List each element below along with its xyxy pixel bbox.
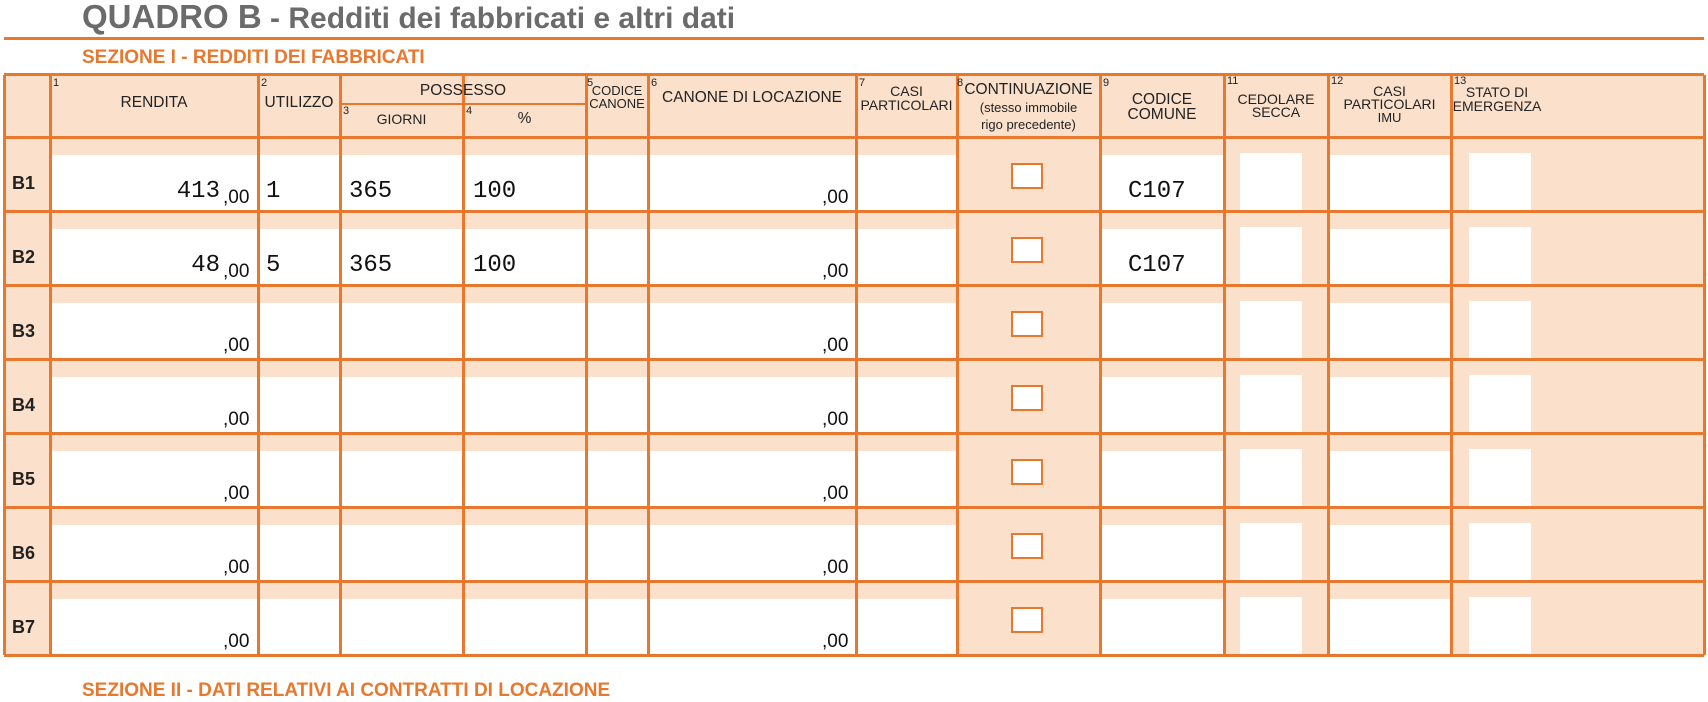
row-strip [1328, 137, 1451, 155]
possesso-subheader-line [339, 103, 586, 105]
header-cedolare-secca: CEDOLARE [1237, 91, 1315, 107]
column-divider [1223, 75, 1226, 655]
continuazione-checkbox[interactable] [1011, 163, 1043, 189]
header-percent: % [517, 110, 532, 127]
row-strip [50, 285, 956, 303]
emergenza-field[interactable] [1469, 523, 1531, 581]
header-canone-locazione: CANONE DI LOCAZIONE [662, 89, 842, 106]
header-continuazione-3: rigo precedente) [981, 117, 1076, 132]
column-divider [585, 75, 588, 655]
rendita-decimals: ,00 [223, 631, 250, 652]
row-label: B3 [12, 321, 36, 341]
column-number: 8 [957, 77, 964, 89]
row-strip [50, 359, 956, 377]
header-casi-imu-2: PARTICOLARI [1343, 96, 1436, 112]
cedolare-field[interactable] [1240, 597, 1302, 655]
continuazione-checkbox[interactable] [1011, 385, 1043, 411]
row-strip [1100, 433, 1224, 451]
header-rendita: RENDITA [120, 94, 188, 111]
column-number: 3 [343, 105, 350, 117]
header-codice-canone: CODICE [591, 83, 643, 98]
codice-comune-value[interactable]: C107 [1128, 252, 1186, 279]
column-divider [1327, 75, 1330, 655]
percent-value[interactable]: 100 [473, 252, 517, 279]
rendita-value[interactable]: 48 [191, 252, 220, 279]
header-casi-imu: CASI [1373, 83, 1406, 99]
column-divider [956, 75, 959, 655]
utilizzo-value[interactable]: 5 [266, 252, 281, 279]
column-divider [3, 75, 6, 655]
row-strip [50, 211, 956, 229]
continuazione-checkbox[interactable] [1011, 311, 1043, 337]
canone-decimals: ,00 [822, 187, 849, 208]
rendita-decimals: ,00 [223, 261, 250, 282]
column-divider [49, 75, 52, 655]
column-divider [1450, 75, 1453, 655]
column-number: 5 [587, 77, 594, 89]
section-1-title: SEZIONE I - REDDITI DEI FABBRICATI [82, 47, 425, 68]
continuazione-checkbox[interactable] [1011, 237, 1043, 263]
row-divider [4, 432, 1704, 435]
canone-decimals: ,00 [822, 335, 849, 356]
header-cedolare-secca-2: SECCA [1251, 104, 1301, 120]
rendita-decimals: ,00 [223, 335, 250, 356]
continuazione-checkbox[interactable] [1011, 533, 1043, 559]
row-strip [1328, 507, 1451, 525]
row-strip [50, 581, 956, 599]
column-number: 12 [1331, 75, 1344, 87]
column-divider [647, 75, 650, 655]
column-number: 2 [261, 77, 268, 89]
rendita-decimals: ,00 [223, 557, 250, 578]
row-strip [1100, 137, 1224, 155]
header-utilizzo: UTILIZZO [264, 94, 334, 111]
codice-comune-value[interactable]: C107 [1128, 178, 1186, 205]
rendita-decimals: ,00 [223, 409, 250, 430]
cedolare-field[interactable] [1240, 449, 1302, 507]
fabbricati-table [4, 75, 1704, 685]
row-strip [1100, 211, 1224, 229]
header-codice-comune: CODICE [1131, 91, 1193, 108]
row-label: B1 [12, 173, 36, 193]
quadro-description: Redditi dei fabbricati e altri dati [288, 2, 736, 35]
row-divider [4, 358, 1704, 361]
row-strip [1328, 581, 1451, 599]
header-casi-particolari: CASI [890, 83, 923, 99]
rendita-decimals: ,00 [223, 187, 250, 208]
emergenza-field[interactable] [1469, 153, 1531, 211]
header-casi-particolari-2: PARTICOLARI [860, 97, 953, 113]
header-continuazione: CONTINUAZIONE [964, 81, 1093, 98]
cedolare-field[interactable] [1240, 375, 1302, 433]
row-strip [1328, 285, 1451, 303]
column-divider [257, 75, 260, 655]
row-strip [1100, 507, 1224, 525]
column-number: 6 [651, 77, 658, 89]
emergenza-field[interactable] [1469, 375, 1531, 433]
cedolare-field[interactable] [1240, 227, 1302, 285]
row-divider [4, 654, 1704, 657]
row-divider [4, 506, 1704, 509]
cedolare-field[interactable] [1240, 301, 1302, 359]
rendita-value[interactable]: 413 [176, 178, 220, 205]
form-title [82, 0, 735, 38]
row-divider [4, 284, 1704, 287]
header-casi-imu-3: IMU [1377, 110, 1402, 125]
cedolare-field[interactable] [1240, 153, 1302, 211]
row-strip [50, 137, 956, 155]
row-strip [1100, 581, 1224, 599]
column-divider [1099, 75, 1102, 655]
rendita-decimals: ,00 [223, 483, 250, 504]
canone-decimals: ,00 [822, 557, 849, 578]
header-giorni: GIORNI [376, 111, 427, 127]
giorni-value[interactable]: 365 [349, 178, 393, 205]
header-stato-emergenza: STATO DI [1465, 84, 1529, 100]
section-2-title: SEZIONE II - DATI RELATIVI AI CONTRATTI DI LOCAZIONE [82, 680, 611, 701]
row-label: B5 [12, 469, 36, 489]
header-codice-canone-2: CANONE [589, 96, 645, 111]
row-strip [50, 507, 956, 525]
canone-decimals: ,00 [822, 631, 849, 652]
utilizzo-value[interactable]: 1 [266, 178, 281, 205]
title-dash: - [261, 2, 289, 35]
row-label: B7 [12, 617, 36, 637]
title-rule [4, 37, 1704, 40]
column-number: 9 [1103, 77, 1110, 89]
row-divider [4, 210, 1704, 213]
column-divider [855, 75, 858, 655]
column-number: 1 [53, 77, 60, 89]
canone-decimals: ,00 [822, 483, 849, 504]
header-codice-comune-2: COMUNE [1127, 106, 1197, 123]
canone-decimals: ,00 [822, 261, 849, 282]
row-strip [1328, 433, 1451, 451]
row-strip [50, 433, 956, 451]
row-label: B4 [12, 395, 36, 415]
emergenza-field[interactable] [1469, 301, 1531, 359]
emergenza-field[interactable] [1469, 227, 1531, 285]
giorni-value[interactable]: 365 [349, 252, 393, 279]
column-divider [1703, 75, 1706, 655]
column-divider [462, 75, 465, 655]
row-label: B6 [12, 543, 36, 563]
column-number: 4 [466, 105, 473, 117]
header-stato-emergenza-2: EMERGENZA [1452, 98, 1542, 114]
canone-decimals: ,00 [822, 409, 849, 430]
row-divider [4, 580, 1704, 583]
cedolare-field[interactable] [1240, 523, 1302, 581]
column-number: 7 [859, 77, 866, 89]
emergenza-field[interactable] [1469, 597, 1531, 655]
header-continuazione-2: (stesso immobile [979, 100, 1078, 115]
continuazione-checkbox[interactable] [1011, 459, 1043, 485]
percent-value[interactable]: 100 [473, 178, 517, 205]
row-strip [1328, 211, 1451, 229]
column-divider [339, 75, 342, 655]
row-strip [1100, 285, 1224, 303]
column-number: 11 [1227, 75, 1239, 87]
row-strip [1100, 359, 1224, 377]
emergenza-field[interactable] [1469, 449, 1531, 507]
quadro-code: QUADRO B [82, 0, 262, 35]
table-top-border [4, 73, 1704, 76]
header-possesso: POSSESSO [419, 82, 507, 99]
column-number: 13 [1454, 75, 1467, 87]
row-strip [1328, 359, 1451, 377]
row-label: B2 [12, 247, 36, 267]
continuazione-checkbox[interactable] [1011, 607, 1043, 633]
row-divider [4, 136, 1704, 139]
